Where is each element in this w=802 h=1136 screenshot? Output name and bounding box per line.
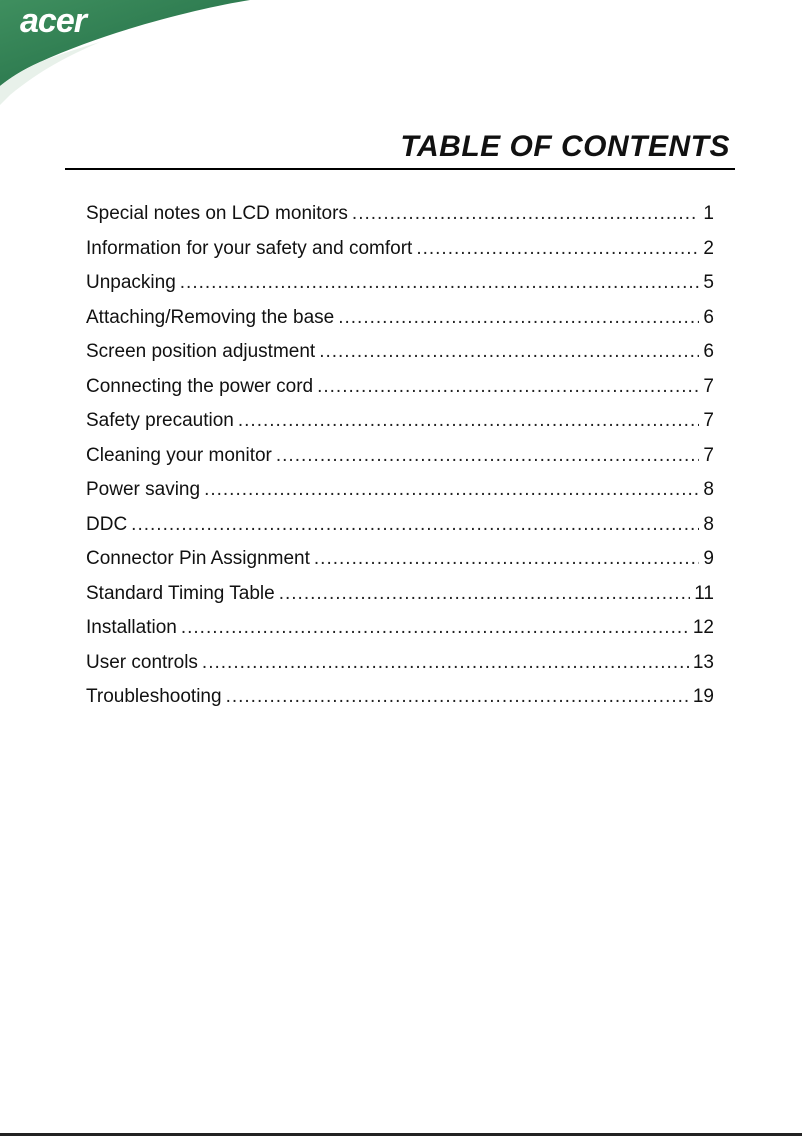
toc-dot-leader [338, 304, 699, 332]
toc-dot-leader [352, 200, 700, 228]
toc-entry-page: 8 [703, 479, 714, 500]
toc-entry-label: Information for your safety and comfort [86, 237, 413, 259]
toc-entry[interactable] [86, 545, 714, 580]
toc-entry[interactable] [86, 580, 714, 615]
toc-dot-leader [180, 269, 700, 297]
toc-entry-label: Unpacking [86, 272, 176, 293]
toc-entry[interactable] [86, 614, 714, 649]
toc-entry-label: Installation [86, 617, 177, 638]
toc-entry-label: Standard Timing Table [86, 582, 275, 604]
toc-entry[interactable] [86, 338, 714, 373]
toc-entry-label: Connector Pin Assignment [86, 548, 310, 569]
toc-dot-leader [416, 235, 699, 263]
toc-entry-page: 9 [703, 548, 714, 569]
toc-entry-page: 13 [692, 651, 714, 673]
toc-entry-page: 11 [694, 582, 714, 604]
toc-entry-label: Power saving [86, 479, 201, 500]
toc-dot-leader [319, 338, 699, 366]
title-divider [65, 168, 735, 170]
toc-entry[interactable] [86, 373, 714, 408]
toc-entry[interactable] [86, 511, 714, 546]
toc-entry[interactable] [86, 683, 714, 718]
toc-dot-leader [204, 476, 699, 504]
table-of-contents [86, 200, 714, 718]
toc-entry-page: 2 [703, 237, 714, 259]
toc-entry-page: 6 [703, 306, 714, 328]
toc-entry-page: 7 [703, 410, 714, 431]
toc-entry[interactable] [86, 235, 714, 270]
toc-entry-page: 1 [703, 203, 714, 224]
toc-entry-label: Connecting the power cord [86, 375, 314, 397]
toc-dot-leader [279, 580, 691, 608]
toc-entry[interactable] [86, 442, 714, 477]
toc-entry-label: Screen position adjustment [86, 341, 316, 362]
toc-dot-leader [238, 407, 700, 435]
toc-entry-page: 19 [692, 686, 714, 707]
toc-entry-label: Troubleshooting [86, 686, 222, 707]
toc-entry-page: 7 [703, 444, 714, 466]
toc-entry[interactable] [86, 649, 714, 684]
toc-entry-page: 6 [703, 341, 714, 362]
toc-entry[interactable] [86, 269, 714, 304]
page-title: TABLE OF CONTENTS [400, 130, 730, 163]
toc-entry-label: Attaching/Removing the base [86, 306, 335, 328]
toc-entry-label: DDC [86, 513, 128, 535]
toc-dot-leader [317, 373, 699, 401]
toc-entry-page: 5 [703, 272, 714, 293]
toc-entry-label: User controls [86, 651, 198, 673]
toc-dot-leader [202, 649, 689, 677]
toc-entry-page: 12 [692, 617, 714, 638]
acer-logo: acer [20, 2, 86, 40]
toc-dot-leader [181, 614, 689, 642]
toc-dot-leader [276, 442, 700, 470]
toc-entry-page: 7 [703, 375, 714, 397]
toc-dot-leader [314, 545, 700, 573]
toc-entry[interactable] [86, 200, 714, 235]
toc-dot-leader [226, 683, 689, 711]
acer-logo-band [0, 0, 260, 110]
toc-entry[interactable] [86, 407, 714, 442]
toc-entry-label: Special notes on LCD monitors [86, 203, 348, 224]
toc-entry[interactable] [86, 304, 714, 339]
toc-entry-label: Safety precaution [86, 410, 234, 431]
toc-entry-label: Cleaning your monitor [86, 444, 272, 466]
toc-entry[interactable] [86, 476, 714, 511]
toc-dot-leader [131, 511, 699, 539]
toc-entry-page: 8 [703, 513, 714, 535]
